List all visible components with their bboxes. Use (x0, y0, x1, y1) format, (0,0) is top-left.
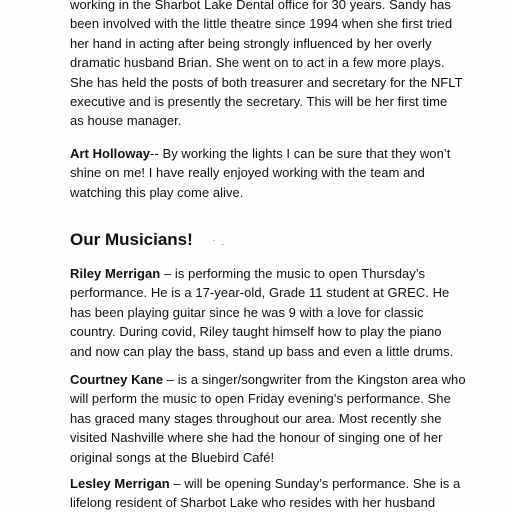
riley-merrigan-name: Riley Merrigan (70, 266, 161, 281)
courtney-bio-line: has graced many stages throughout our area. Most recently she (70, 410, 442, 426)
art-holloway-name: Art Holloway (70, 146, 151, 161)
scan-speck (213, 240, 215, 241)
sandy-bio-line: working in the Sharbot Lake Dental office for 30 years. Sandy has (70, 0, 451, 12)
riley-bio-line: – is performing the music to open Thursday’s (160, 266, 426, 281)
courtney-bio-line: – is a singer/songwriter from the Kingston area who (163, 372, 466, 387)
scan-speck (222, 244, 224, 245)
riley-bio-line: country. During covid, Riley taught himself how to play the piano (70, 324, 442, 340)
sandy-bio-line: She has held the posts of both treasurer and secretary for the NFLT (70, 74, 463, 90)
lesley-merrigan-paragraph (70, 474, 490, 512)
riley-merrigan-paragraph (70, 264, 490, 361)
sandy-bio-line: her hand in acting after being strongly influenced by her overly (70, 35, 432, 51)
courtney-kane-name: Courtney Kane (70, 372, 164, 387)
courtney-bio-line: original songs at the Bluebird Café! (70, 449, 275, 465)
lesley-bio-line: – will be opening Sunday’s performance. She is a (169, 476, 461, 491)
courtney-kane-paragraph (70, 370, 490, 467)
riley-bio-line: and now can play the bass, stand up bass and even a little drums. (70, 343, 454, 359)
sandy-bio-line: executive and is presently the secretary. This will be her first time (70, 94, 448, 110)
sandy-bio-line: as house manager. (70, 113, 182, 129)
sandy-bio-line: been involved with the little theatre since 1994 when she first tried (70, 16, 453, 32)
sandy-bio-paragraph (70, 0, 490, 131)
sandy-bio-line: dramatic husband Brian. She went on to act in a few more plays. (70, 55, 445, 71)
art-bio-line: watching this play come alive. (70, 184, 244, 200)
courtney-bio-line: visited Nashville where she had the honour of singing one of her (70, 430, 443, 446)
our-musicians-heading: Our Musicians! (70, 230, 193, 249)
lesley-bio-line: lifelong resident of Sharbot Lake who resides with her husband (70, 495, 436, 511)
riley-bio-line: has been playing guitar since he was 9 with a love for classic (70, 304, 424, 320)
art-bio-line: -- By working the lights I can be sure that they won’t (150, 146, 451, 161)
riley-bio-line: performance. He is a 17-year-old, Grade 11 student at GREC. He (70, 285, 450, 301)
courtney-bio-line: will perform the music to open Friday evening’s performance. She (70, 391, 451, 407)
art-holloway-paragraph (70, 144, 490, 202)
lesley-merrigan-name: Lesley Merrigan (70, 476, 170, 491)
art-bio-line: shine on me! I have really enjoyed working with the team and (70, 165, 425, 181)
